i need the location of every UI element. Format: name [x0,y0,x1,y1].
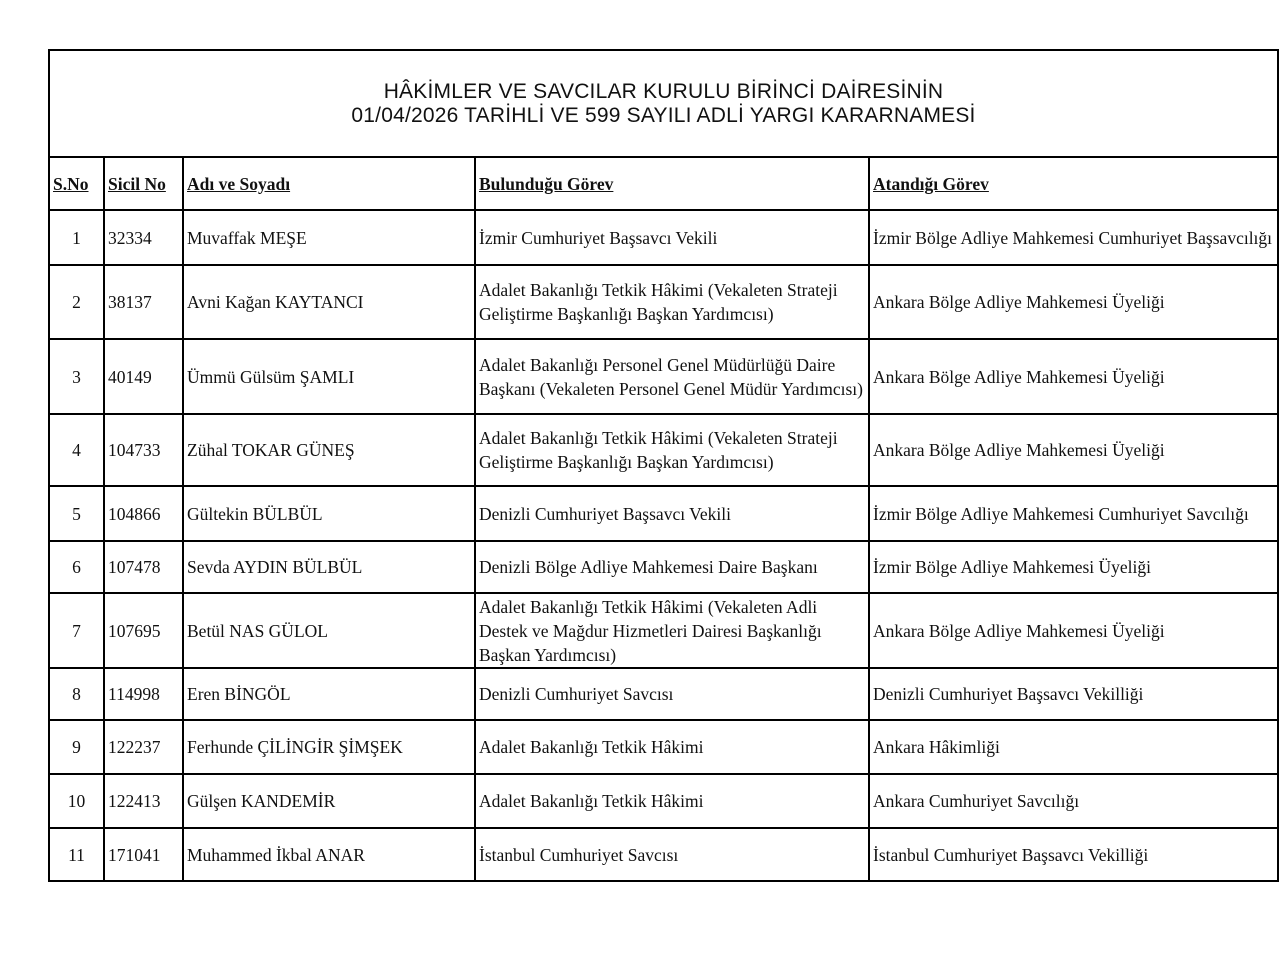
cell-sno: 2 [49,265,104,339]
cell-sicil-no: 122237 [104,720,183,774]
document-title [49,50,1278,157]
table-row [49,774,1278,828]
table-row [49,541,1278,593]
cell-assigned-position: Ankara Bölge Adliye Mahkemesi Üyeliği [869,593,1278,668]
cell-name: Zühal TOKAR GÜNEŞ [183,414,475,486]
cell-name: Muvaffak MEŞE [183,210,475,265]
cell-sicil-no: 171041 [104,828,183,881]
cell-current-position: Adalet Bakanlığı Personel Genel Müdürlüğü Daire Başkanı (Vekaleten Personel Genel Müdür Yardımcısı) [475,339,869,414]
table-row [49,339,1278,414]
cell-sicil-no: 107695 [104,593,183,668]
cell-sno: 7 [49,593,104,668]
title-line-2: 01/04/2026 TARİHLİ VE 599 SAYILI ADLİ YARGI KARARNAMESİ [351,103,976,127]
cell-sicil-no: 32334 [104,210,183,265]
cell-sno: 6 [49,541,104,593]
cell-name: Eren BİNGÖL [183,668,475,720]
title-line-1: HÂKİMLER VE SAVCILAR KURULU BİRİNCİ DAİRESİNİN [383,79,944,103]
header-sno: S.No [49,157,104,210]
cell-current-position: Denizli Cumhuriyet Savcısı [475,668,869,720]
cell-sno: 8 [49,668,104,720]
cell-assigned-position: İzmir Bölge Adliye Mahkemesi Üyeliği [869,541,1278,593]
cell-sno: 5 [49,486,104,541]
table-row [49,414,1278,486]
cell-current-position: Denizli Cumhuriyet Başsavcı Vekili [475,486,869,541]
cell-sicil-no: 104866 [104,486,183,541]
table-row [49,668,1278,720]
header-sicil-no: Sicil No [104,157,183,210]
cell-sno: 11 [49,828,104,881]
cell-name: Gülşen KANDEMİR [183,774,475,828]
cell-assigned-position: Ankara Bölge Adliye Mahkemesi Üyeliği [869,339,1278,414]
cell-name: Sevda AYDIN BÜLBÜL [183,541,475,593]
cell-name: Gültekin BÜLBÜL [183,486,475,541]
cell-assigned-position: İzmir Bölge Adliye Mahkemesi Cumhuriyet Savcılığı [869,486,1278,541]
cell-current-position: Adalet Bakanlığı Tetkik Hâkimi [475,720,869,774]
cell-sno: 1 [49,210,104,265]
cell-name: Muhammed İkbal ANAR [183,828,475,881]
table-row [49,720,1278,774]
cell-current-position: İstanbul Cumhuriyet Savcısı [475,828,869,881]
cell-name: Avni Kağan KAYTANCI [183,265,475,339]
cell-name: Betül NAS GÜLOL [183,593,475,668]
cell-current-position: İzmir Cumhuriyet Başsavcı Vekili [475,210,869,265]
cell-current-position: Adalet Bakanlığı Tetkik Hâkimi (Vekaleten Strateji Geliştirme Başkanlığı Başkan Yardımcısı) [475,265,869,339]
cell-name: Ümmü Gülsüm ŞAMLI [183,339,475,414]
cell-assigned-position: Ankara Hâkimliği [869,720,1278,774]
table-row [49,593,1278,668]
header-assigned-position: Atandığı Görev [869,157,1278,210]
cell-sicil-no: 104733 [104,414,183,486]
cell-sno: 4 [49,414,104,486]
cell-sno: 3 [49,339,104,414]
decree-table [48,49,1279,882]
cell-current-position: Denizli Bölge Adliye Mahkemesi Daire Başkanı [475,541,869,593]
cell-sno: 9 [49,720,104,774]
cell-assigned-position: Ankara Cumhuriyet Savcılığı [869,774,1278,828]
cell-name: Ferhunde ÇİLİNGİR ŞİMŞEK [183,720,475,774]
header-current-position: Bulunduğu Görev [475,157,869,210]
title-row [49,50,1278,157]
cell-current-position: Adalet Bakanlığı Tetkik Hâkimi (Vekaleten Adli Destek ve Mağdur Hizmetleri Dairesi Başkanlığı Başkan Yardımcısı) [475,593,869,668]
cell-assigned-position: Ankara Bölge Adliye Mahkemesi Üyeliği [869,265,1278,339]
header-row [49,157,1278,210]
cell-assigned-position: Ankara Bölge Adliye Mahkemesi Üyeliği [869,414,1278,486]
cell-sicil-no: 40149 [104,339,183,414]
cell-sicil-no: 38137 [104,265,183,339]
table-row [49,828,1278,881]
cell-assigned-position: Denizli Cumhuriyet Başsavcı Vekilliği [869,668,1278,720]
cell-sicil-no: 122413 [104,774,183,828]
header-name: Adı ve Soyadı [183,157,475,210]
cell-sicil-no: 107478 [104,541,183,593]
cell-sicil-no: 114998 [104,668,183,720]
table-row [49,265,1278,339]
cell-assigned-position: İzmir Bölge Adliye Mahkemesi Cumhuriyet Başsavcılığı [869,210,1278,265]
table-row [49,210,1278,265]
cell-current-position: Adalet Bakanlığı Tetkik Hâkimi (Vekaleten Strateji Geliştirme Başkanlığı Başkan Yardımcısı) [475,414,869,486]
cell-sno: 10 [49,774,104,828]
cell-assigned-position: İstanbul Cumhuriyet Başsavcı Vekilliği [869,828,1278,881]
table-row [49,486,1278,541]
cell-current-position: Adalet Bakanlığı Tetkik Hâkimi [475,774,869,828]
